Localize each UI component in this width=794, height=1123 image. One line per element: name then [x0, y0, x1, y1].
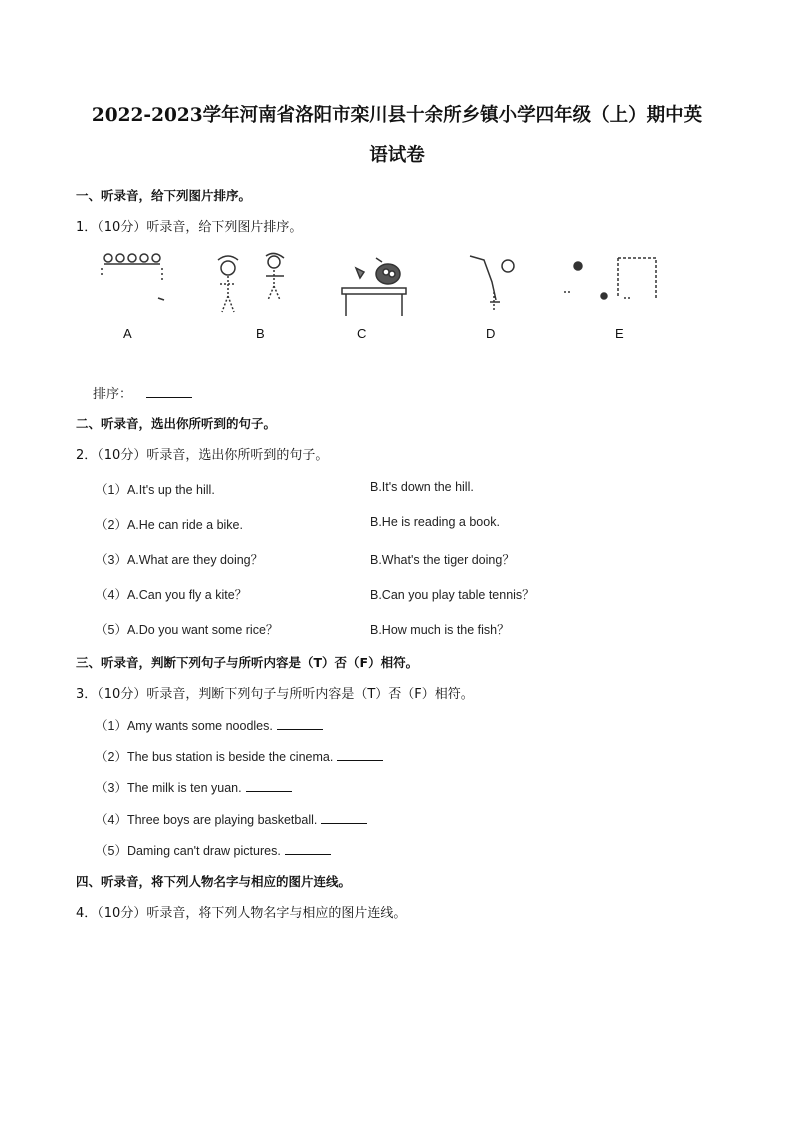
title-line-2: 语试卷	[369, 145, 425, 166]
choice-b[interactable]: B.It's down the hill.	[370, 480, 474, 494]
judge-row-4	[95, 810, 367, 828]
judge-number: （2）	[95, 750, 127, 764]
section-1-heading: 一、听录音，给下列图片排序。	[76, 188, 252, 203]
kite-picture	[464, 252, 520, 314]
picture-label-a: A	[123, 326, 132, 341]
question-4: 4．（10分）听录音，将下列人物名字与相应的图片连线。	[76, 906, 407, 921]
choice-b[interactable]: B.How much is the fish？	[370, 623, 510, 637]
exam-title	[70, 96, 724, 176]
judge-number: （4）	[95, 813, 127, 827]
choice-row-3	[95, 550, 263, 568]
order-answer-blank[interactable]	[146, 386, 192, 398]
group-of-children-picture	[100, 250, 168, 310]
judge-row-5	[95, 841, 331, 859]
order-label: 排序：	[93, 387, 133, 402]
choice-a[interactable]: A.It's up the hill.	[126, 483, 215, 497]
choice-row-5	[95, 620, 278, 638]
choice-a[interactable]: A.Do you want some rice？	[126, 623, 279, 637]
choice-number: （2）	[95, 518, 127, 532]
picture-label-d: D	[486, 326, 496, 341]
judge-answer-blank[interactable]	[277, 718, 323, 730]
order-answer-row	[93, 383, 192, 402]
picture-label-b: B	[256, 326, 265, 341]
judge-number: （5）	[95, 844, 127, 858]
question-3: 3．（10分）听录音，判断下列句子与所听内容是（T）否（F）相符。	[76, 687, 474, 702]
judge-answer-blank[interactable]	[285, 843, 331, 855]
judge-row-1	[95, 716, 323, 734]
choice-row-4	[95, 585, 247, 603]
judge-text: Three boys are playing basketball.	[126, 813, 318, 827]
choice-number: （1）	[95, 483, 127, 497]
title-line-1: 2022-2023学年河南省洛阳市栾川县十余所乡镇小学四年级（上）期中英	[91, 105, 703, 126]
choice-a[interactable]: A.Can you fly a kite？	[126, 588, 248, 602]
judge-text: Daming can't draw pictures.	[126, 844, 281, 858]
section-2-heading: 二、听录音，选出你所听到的句子。	[76, 416, 277, 431]
judge-text: Amy wants some noodles.	[126, 719, 273, 733]
football-goal-picture	[562, 254, 662, 312]
judge-answer-blank[interactable]	[246, 780, 292, 792]
section-4-heading: 四、听录音，将下列人物名字与相应的图片连线。	[76, 874, 352, 889]
judge-number: （3）	[95, 781, 127, 795]
judge-row-3	[95, 778, 292, 796]
judge-answer-blank[interactable]	[337, 749, 383, 761]
choice-b[interactable]: B.He is reading a book.	[370, 515, 500, 529]
section-3-heading: 三、听录音，判断下列句子与所听内容是（T）否（F）相符。	[76, 655, 419, 670]
picture-label-c: C	[357, 326, 367, 341]
choice-b[interactable]: B.Can you play table tennis？	[370, 588, 535, 602]
judge-answer-blank[interactable]	[321, 812, 367, 824]
choice-number: （5）	[95, 623, 127, 637]
choice-row-2	[95, 515, 243, 533]
judge-text: The bus station is beside the cinema.	[126, 750, 334, 764]
choice-row-1	[95, 480, 215, 498]
judge-text: The milk is ten yuan.	[126, 781, 242, 795]
choice-a[interactable]: A.He can ride a bike.	[126, 518, 243, 532]
two-children-picture	[208, 250, 292, 316]
question-1: 1．（10分）听录音，给下列图片排序。	[76, 220, 303, 235]
question-2: 2．（10分）听录音，选出你所听到的句子。	[76, 448, 329, 463]
judge-number: （1）	[95, 719, 127, 733]
judge-row-2	[95, 747, 383, 765]
choice-b[interactable]: B.What's the tiger doing？	[370, 553, 515, 567]
picture-label-e: E	[615, 326, 624, 341]
table-tennis-picture	[338, 252, 410, 316]
choice-a[interactable]: A.What are they doing？	[126, 553, 264, 567]
choice-number: （4）	[95, 588, 127, 602]
choice-number: （3）	[95, 553, 127, 567]
